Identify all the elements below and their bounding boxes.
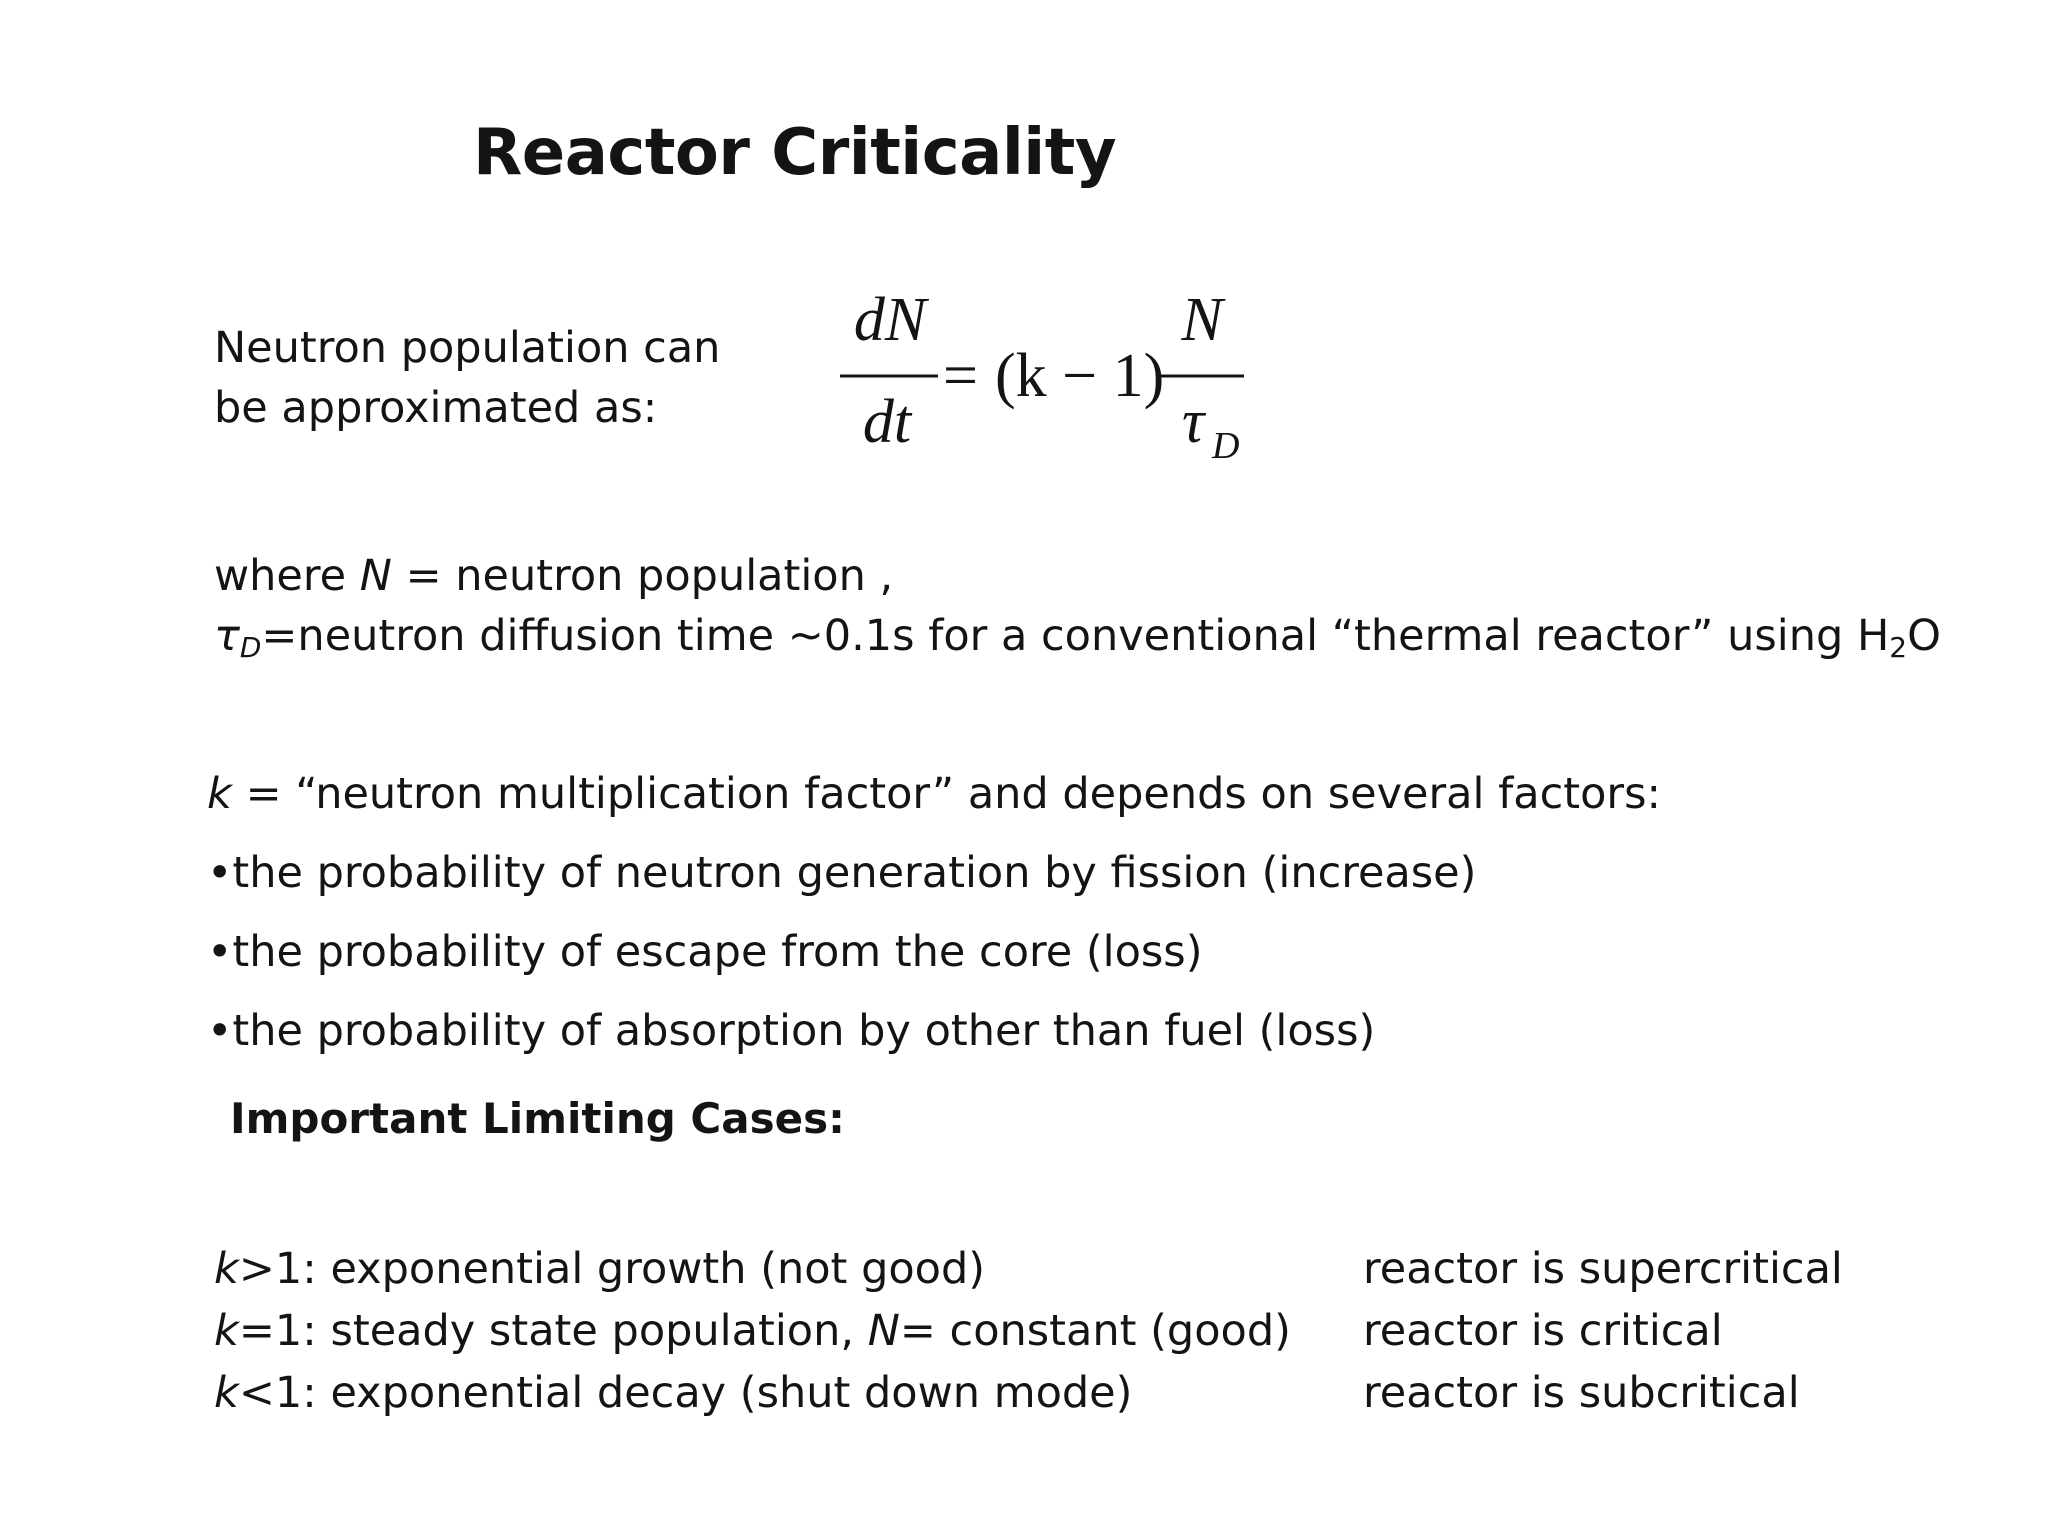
var-k: k xyxy=(214,1368,239,1418)
case-subcritical-condition xyxy=(214,1362,1291,1424)
case-condition-text: >1: exponential growth (not good) xyxy=(238,1244,986,1294)
rhs-denominator-subscript: D xyxy=(1212,425,1240,467)
equation-svg xyxy=(830,286,1260,480)
bullet-item: •the probability of escape from the core (loss) xyxy=(207,927,1203,977)
bullet-item: •the probability of absorption by other than fuel (loss) xyxy=(207,1006,1376,1056)
neutron-rate-equation xyxy=(830,286,1260,480)
equals-sign: = xyxy=(943,342,978,410)
var-k: k xyxy=(207,769,232,819)
k-factor-definition xyxy=(207,755,1661,1071)
case-supercritical-result: reactor is supercritical xyxy=(1363,1244,1843,1294)
var-tau: τ xyxy=(214,611,240,661)
limiting-cases-heading: Important Limiting Cases: xyxy=(230,1094,845,1143)
case-critical-condition xyxy=(214,1300,1291,1362)
slide-title: Reactor Criticality xyxy=(473,116,1117,190)
rhs-numerator: N xyxy=(1181,286,1223,354)
case-critical-result: reactor is critical xyxy=(1363,1306,1723,1356)
tau-definition xyxy=(214,606,1941,666)
lhs-denominator: dt xyxy=(862,388,912,456)
var-k: k xyxy=(214,1306,239,1356)
k-definition-text: = “neutron multiplication factor” and depends on several factors: xyxy=(231,769,1662,819)
case-condition-text: <1: exponential decay (shut down mode) xyxy=(238,1368,1133,1418)
var-k: k xyxy=(214,1244,239,1294)
h2o-end: O xyxy=(1907,611,1941,661)
case-condition-text: =1: steady state population, xyxy=(238,1306,868,1356)
case-supercritical-condition xyxy=(214,1238,1291,1300)
var-n: N xyxy=(867,1306,900,1356)
intro-line-1: Neutron population can xyxy=(214,323,721,373)
n-description: = neutron population , xyxy=(391,551,894,601)
limiting-cases-results xyxy=(1363,1238,1843,1424)
intro-line-2: be approximated as: xyxy=(214,383,658,433)
equation-intro xyxy=(214,318,720,438)
h2o-subscript: 2 xyxy=(1889,630,1908,664)
k-definition-line xyxy=(207,755,1661,834)
tau-subscript: D xyxy=(239,630,262,664)
where-prefix: where xyxy=(214,551,360,601)
limiting-cases-conditions xyxy=(214,1238,1291,1424)
bullet-item: •the probability of neutron generation by fission (increase) xyxy=(207,848,1477,898)
var-n: N xyxy=(359,551,392,601)
lhs-numerator: dN xyxy=(853,286,927,354)
k-minus-one-factor: (k − 1) xyxy=(995,342,1165,410)
tau-description: =neutron diffusion time ~0.1s for a conventional “thermal reactor” using H xyxy=(261,611,1890,661)
case-subcritical-result: reactor is subcritical xyxy=(1363,1368,1800,1418)
rhs-denominator-tau: τ xyxy=(1182,388,1205,456)
case-condition-end: = constant (good) xyxy=(899,1306,1291,1356)
n-definition xyxy=(214,546,1941,606)
variable-definitions xyxy=(214,546,1941,666)
